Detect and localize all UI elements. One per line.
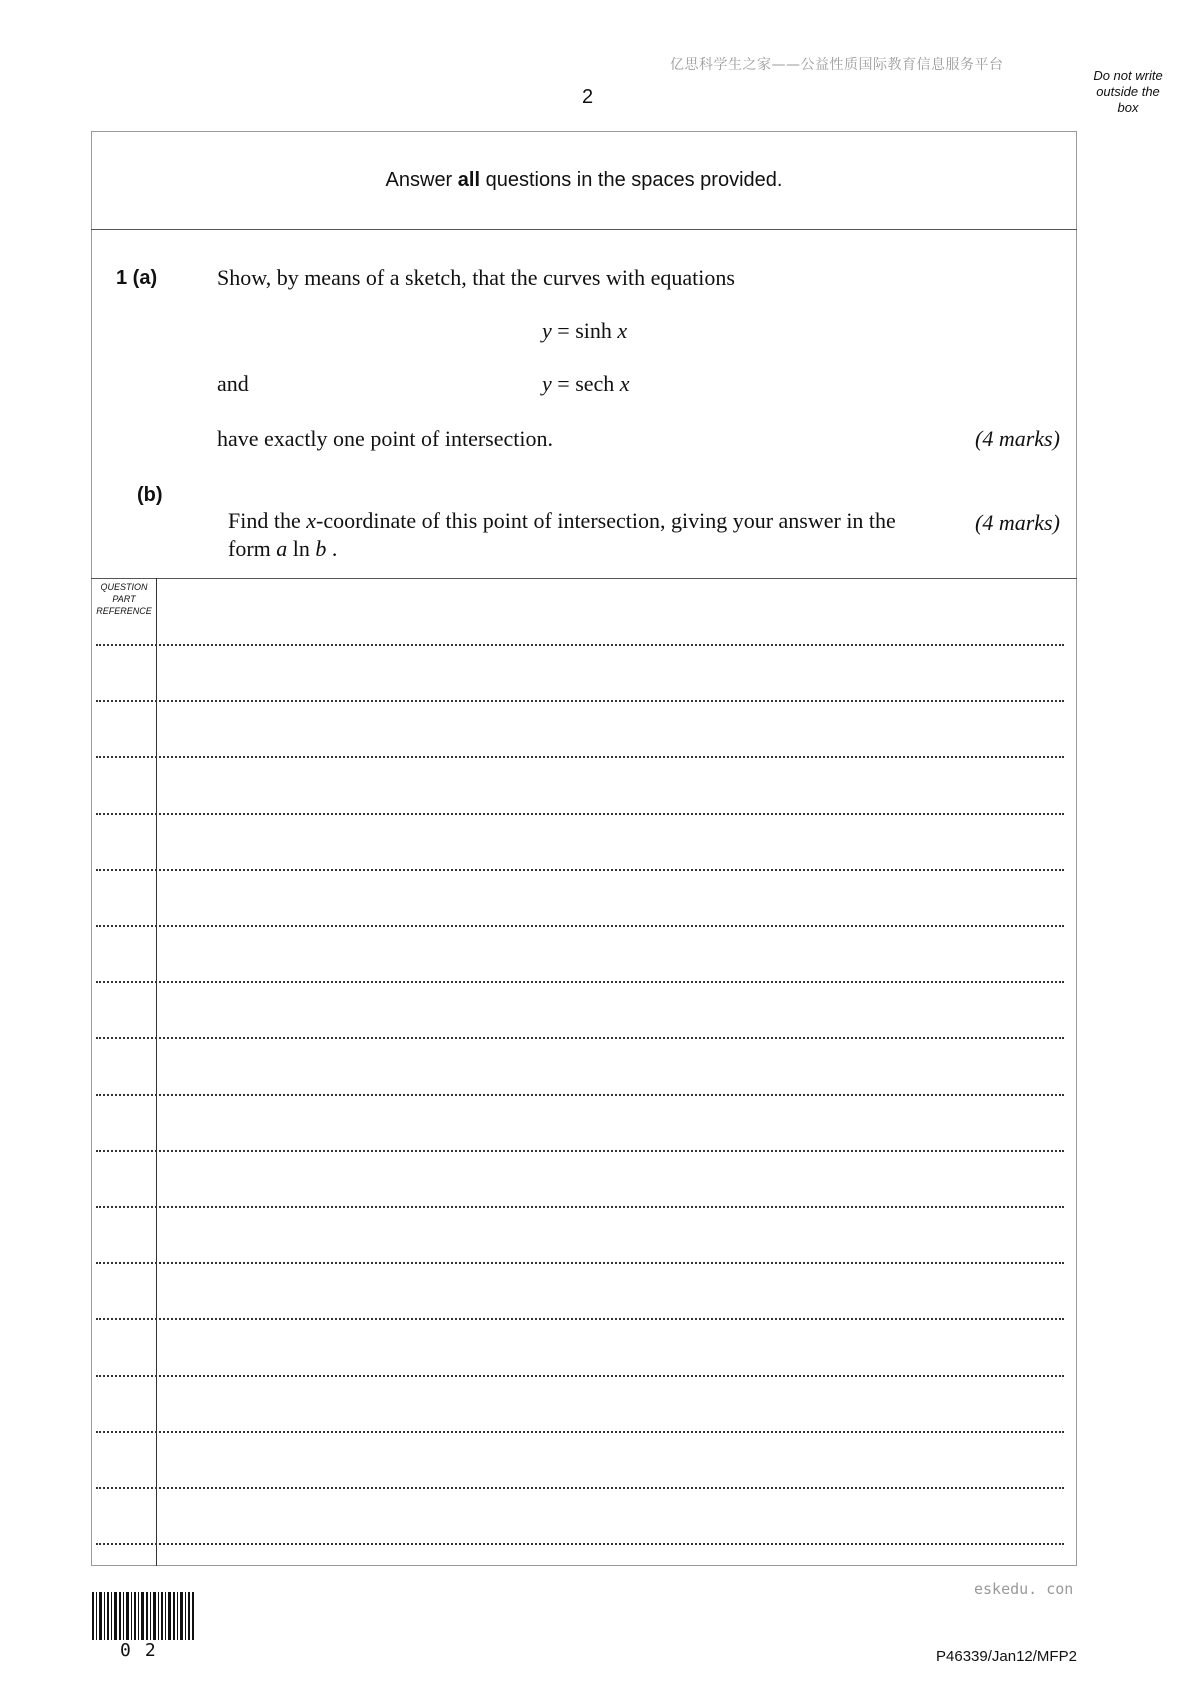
answer-line[interactable]: [96, 925, 1064, 927]
instructions-prefix: Answer: [385, 168, 458, 191]
paper-code: P46339/Jan12/MFP2: [936, 1648, 1077, 1665]
q1b-var: x: [306, 508, 316, 533]
margin-note: Do not write outside the box: [1093, 68, 1163, 115]
question-1b-text-line2: [217, 510, 337, 562]
question-1a-number: 1 (a): [116, 267, 158, 289]
instructions-suffix: questions in the spaces provided.: [480, 168, 783, 191]
answer-line[interactable]: [96, 1150, 1064, 1152]
eq1-var: x: [617, 318, 628, 343]
question-part-reference-label: QUESTION PART REFERENCE: [96, 582, 152, 616]
q1b-a: a: [276, 536, 288, 561]
q1b-end: .: [331, 536, 338, 561]
eq1-equals: =: [557, 318, 576, 343]
instructions: [91, 131, 1077, 229]
q1b-form: form: [228, 536, 277, 561]
watermark-footer: eskedu. con: [974, 1580, 1074, 1598]
question-part-reference-column: [156, 578, 157, 1566]
equation-sinh: [542, 318, 627, 344]
answer-line[interactable]: [96, 1094, 1064, 1096]
marks-1a: (4 marks): [975, 426, 1060, 451]
equation-sech: [542, 371, 630, 397]
eq2-lhs: y: [542, 371, 552, 396]
question-divider: [91, 578, 1077, 579]
answer-line[interactable]: [96, 981, 1064, 983]
page-number: 2: [582, 86, 594, 108]
instructions-divider: [91, 229, 1077, 230]
answer-line[interactable]: [96, 813, 1064, 815]
connector-and: and: [217, 371, 249, 396]
barcode-icon: [92, 1592, 196, 1640]
instructions-bold: all: [457, 168, 481, 191]
q1b-b: b: [315, 536, 327, 561]
eq2-equals: =: [557, 371, 576, 396]
question-1a-text: Show, by means of a sketch, that the curves with equations: [217, 265, 735, 290]
eq2-fn: sech: [575, 371, 615, 396]
eq1-lhs: y: [542, 318, 552, 343]
answer-line[interactable]: [96, 1375, 1064, 1377]
barcode-digits: 02: [120, 1640, 170, 1661]
watermark-header: 亿思科学生之家——公益性质国际教育信息服务平台: [670, 57, 1004, 73]
q1b-ln: ln: [292, 536, 310, 561]
answer-line[interactable]: [96, 1262, 1064, 1264]
answer-line[interactable]: [96, 1431, 1064, 1433]
marks-1b: (4 marks): [975, 510, 1060, 535]
answer-booklet-frame: [91, 131, 1077, 1566]
q1b-pre: Find the: [228, 508, 307, 533]
question-1b-number: (b): [137, 484, 163, 506]
answer-line[interactable]: [96, 644, 1064, 646]
answer-line[interactable]: [96, 1487, 1064, 1489]
answer-line[interactable]: [96, 1037, 1064, 1039]
answer-line[interactable]: [96, 1318, 1064, 1320]
eq1-fn: sinh: [575, 318, 612, 343]
answer-line[interactable]: [96, 869, 1064, 871]
answer-line[interactable]: [96, 756, 1064, 758]
answer-line[interactable]: [96, 700, 1064, 702]
question-1a-text-end: have exactly one point of intersection.: [217, 426, 553, 451]
eq2-var: x: [619, 371, 630, 396]
answer-line[interactable]: [96, 1543, 1064, 1545]
q1b-post: -coordinate of this point of intersection, giving your answer in the: [316, 508, 896, 533]
answer-line[interactable]: [96, 1206, 1064, 1208]
